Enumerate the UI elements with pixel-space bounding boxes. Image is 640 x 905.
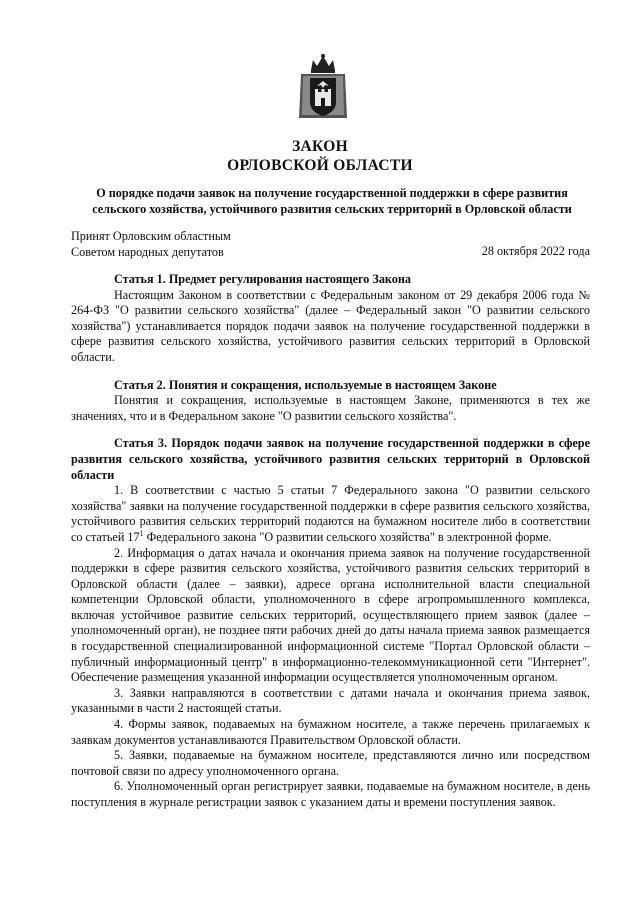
article-number-superscript: 1 <box>139 528 144 538</box>
article-3-paragraph-1-text-b: Федерального закона "О развитии сельского хозяйства" в электронной форме. <box>143 529 552 544</box>
adoption-date: 28 октября 2022 года <box>481 244 590 258</box>
adopted-by <box>71 229 231 260</box>
article-3-heading: Статья 3. Порядок подачи заявок на получение государственной поддержки в сфере развития сельского хозяйства, устойчивого развития сельских территорий в Орловской области <box>71 436 590 482</box>
document-type-title: ЗАКОН <box>292 138 348 155</box>
article-1-paragraph: Настоящим Законом в соответствии с Федеральным законом от 29 декабря 2006 года № 264-ФЗ "О развитии сельского хозяйства" (далее – Федеральный закон "О развитии сельского хозяйства") устанавливается порядок подачи заявок на получение государственной поддержки в сфере развития сельского хозяйства, устойчивого развития сельских территорий в Орловской области. <box>71 287 590 364</box>
region-title: ОРЛОВСКОЙ ОБЛАСТИ <box>227 157 413 174</box>
article-3-paragraph-6: 6. Уполномоченный орган регистрирует заявки, подаваемые на бумажном носителе, в день поступления в журнале регистрации заявок с указанием даты и времени поступления заявок. <box>71 779 590 809</box>
article-2-heading: Статья 2. Понятия и сокращения, используемые в настоящем Законе <box>114 377 497 392</box>
law-body <box>71 272 590 811</box>
article-3-paragraph-1 <box>71 483 590 545</box>
law-subtitle: О порядке подачи заявок на получение государственной поддержки в сфере развития сельского хозяйства, устойчивого развития сельских территорий в Орловской области <box>92 186 572 216</box>
article-3-paragraph-4: 4. Формы заявок, подаваемых на бумажном носителе, а также перечень прилагаемых к заявкам документов устанавливаются Правительством Орловской области. <box>71 717 590 747</box>
adopted-by-line-2: Советом народных депутатов <box>71 244 224 259</box>
article-3-paragraph-2: 2. Информация о датах начала и окончания приема заявок на получение государственной поддержки в сфере развития сельского хозяйства, устойчивого развития сельских территорий в Орловской области (далее – заявки), адресе органа исполнительной власти специальной компетенции Орловской области, уполномоченного в сфере агропромышленного комплекса, включая устойчивое развитие сельских территорий, осуществляющего прием заявок (далее – уполномоченный орган), не позднее пяти рабочих дней до даты начала приема заявок размещается в государственной специализированной информационной системе "Портал Орловской области – публичный информационный центр" в информационно-телекоммуникационной сети "Интернет". Обеспечение размещения указанной информации осуществляется уполномоченным органом. <box>71 545 590 685</box>
article-3-paragraph-1-text-a: 1. В соответствии с частью 5 статьи 7 Федерального закона "О развитии сельского хозяйства" заявки на получение государственной поддержки в сфере развития сельского хозяйства, устойчивого развития сельских территорий подаются на бумажном носителе либо в соответствии со статьей 17 <box>71 483 590 544</box>
article-3-paragraph-5: 5. Заявки, подаваемые на бумажном носителе, представляются лично или посредством почтовой связи по адресу уполномоченного органа. <box>71 748 590 778</box>
article-3-paragraph-3: 3. Заявки направляются в соответствии с датами начала и окончания приема заявок, указанными в части 2 настоящей статьи. <box>71 685 590 716</box>
article-1-heading: Статья 1. Предмет регулирования настоящего Закона <box>114 272 412 286</box>
article-2-paragraph: Понятия и сокращения, используемые в настоящем Законе, применяются в тех же значениях, что и в Федеральном законе "О развитии сельского хозяйства". <box>71 393 590 423</box>
coat-of-arms-icon <box>297 52 349 124</box>
adopted-by-line-1: Принят Орловским областным <box>71 229 231 243</box>
